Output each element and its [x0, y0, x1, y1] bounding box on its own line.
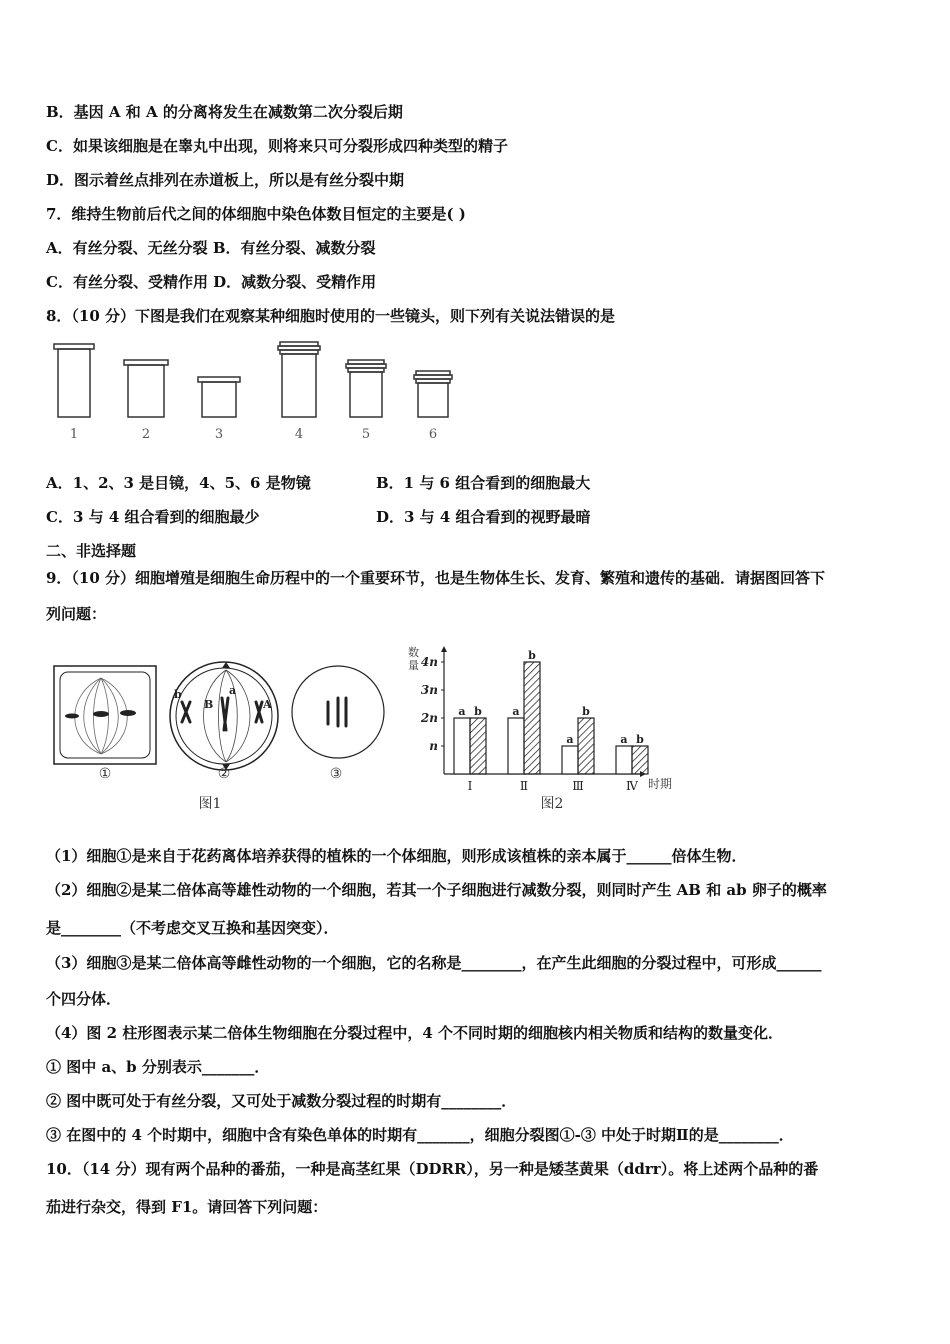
- q9-sub2-line1: （2）细胞②是某二倍体高等雄性动物的一个细胞，若其一个子细胞进行减数分裂，则同时产生 AB 和 ab 卵子的概率: [46, 881, 827, 899]
- bar-label-b: b: [582, 705, 590, 718]
- bar-label-a: a: [620, 733, 628, 746]
- figure-1-caption: 图1: [198, 796, 222, 812]
- q9-sub2-line2: 是________（不考虑交叉互换和基因突变）．: [46, 919, 339, 937]
- y-axis-label-char: 数: [408, 646, 419, 659]
- bar-a-4: [616, 746, 632, 774]
- figure-2-chart: [400, 640, 700, 820]
- q9-sub4: （4）图 2 柱形图表示某二倍体生物细胞在分裂过程中，4 个不同时期的细胞核内相关物质和结构的数量变化．: [46, 1024, 783, 1042]
- q9-sub4-b: ② 图中既可处于有丝分裂，又可处于减数分裂过程的时期有________．: [46, 1092, 517, 1110]
- x-axis-label: 时期: [648, 777, 673, 791]
- y-tick-label: n: [429, 739, 438, 753]
- y-axis-arrow: [441, 646, 447, 652]
- cell-label-1: ①: [98, 766, 112, 782]
- q8-option-d: D．3 与 4 组合看到的视野最暗: [376, 508, 591, 526]
- section-heading: 二、非选择题: [46, 542, 137, 560]
- y-tick-label: 2n: [420, 711, 438, 725]
- bar-label-b: b: [474, 705, 482, 718]
- lens-label-5: 5: [361, 427, 371, 442]
- q9-sub1: （1）细胞①是来自于花药离体培养获得的植株的一个体细胞，则形成该植株的亲本属于______倍体生物．: [46, 847, 747, 865]
- gene-label-b: b: [174, 688, 182, 701]
- y-tick-label: 4n: [420, 655, 438, 669]
- q8-option-a: A．1、2、3 是目镜，4、5、6 是物镜: [46, 474, 311, 492]
- q9-sub3-line2: 个四分体．: [46, 990, 122, 1008]
- gene-label-a: a: [229, 684, 237, 697]
- bar-label-b: b: [636, 733, 644, 746]
- bar-a-3: [562, 746, 578, 774]
- q7-options-ab: A．有丝分裂、无丝分裂 B．有丝分裂、减数分裂: [46, 239, 376, 257]
- q6-option-d: D．图示着丝点排列在赤道板上，所以是有丝分裂中期: [46, 171, 405, 189]
- bar-label-a: a: [458, 705, 466, 718]
- q9-sub4-c: ③ 在图中的 4 个时期中，细胞中含有染色单体的时期有_______，细胞分裂图①-③ 中处于时期Ⅱ的是________．: [46, 1126, 794, 1144]
- x-tick-label: Ⅲ: [572, 779, 584, 793]
- gene-label-A: A: [263, 698, 272, 711]
- q9-sub3-line1: （3）细胞③是某二倍体高等雌性动物的一个细胞，它的名称是________，在产生此细胞的分裂过程中，可形成______: [46, 954, 822, 972]
- x-tick-label: Ⅳ: [626, 779, 638, 793]
- bar-label-a: a: [512, 705, 520, 718]
- bar-b-3: [578, 718, 594, 774]
- bar-label-a: a: [566, 733, 574, 746]
- figure-2-caption: 图2: [540, 796, 564, 812]
- bar-b-4: [632, 746, 648, 774]
- lens-label-4: 4: [294, 427, 304, 442]
- bar-b-2: [524, 662, 540, 774]
- lens-label-6: 6: [428, 427, 438, 442]
- q9-stem-line1: 9．（10 分）细胞增殖是细胞生命历程中的一个重要环节，也是生物体生长、发育、繁殖和遗传的基础．请据图回答下: [46, 569, 826, 587]
- cell-1: [54, 666, 156, 764]
- figure-1-cells: [46, 650, 386, 820]
- q6-option-c: C．如果该细胞是在睾丸中出现，则将来只可分裂形成四种类型的精子: [46, 137, 508, 155]
- lens-label-3: 3: [214, 427, 224, 442]
- x-tick-label: Ⅱ: [519, 779, 529, 793]
- q10-line1: 10．（14 分）现有两个品种的番茄，一种是高茎红果（DDRR），另一种是矮茎黄果（ddrr）。将上述两个品种的番: [46, 1160, 819, 1178]
- bar-a-2: [508, 718, 524, 774]
- q9-stem-line2: 列问题：: [46, 605, 107, 623]
- q10-line2: 茄进行杂交，得到 F1。请回答下列问题：: [46, 1198, 328, 1216]
- cell-label-2: ②: [217, 766, 231, 782]
- q7-stem: 7．维持生物前后代之间的体细胞中染色体数目恒定的主要是( ): [46, 205, 466, 223]
- y-axis-label-char: 量: [408, 659, 419, 672]
- lens-label-1: 1: [69, 427, 79, 442]
- q6-option-b: B．基因 A 和 A 的分离将发生在减数第二次分裂后期: [46, 103, 403, 121]
- x-tick-label: Ⅰ: [467, 779, 473, 793]
- q8-option-b: B．1 与 6 组合看到的细胞最大: [376, 474, 591, 492]
- q8-stem: 8．（10 分）下图是我们在观察某种细胞时使用的一些镜头，则下列有关说法错误的是: [46, 307, 616, 325]
- q8-option-c: C．3 与 4 组合看到的细胞最少: [46, 508, 260, 526]
- cell-2: [170, 662, 278, 770]
- q7-options-cd: C．有丝分裂、受精作用 D．减数分裂、受精作用: [46, 273, 377, 291]
- bar-b-1: [470, 718, 486, 774]
- bar-a-1: [454, 718, 470, 774]
- cell-label-3: ③: [329, 766, 343, 782]
- y-tick-label: 3n: [420, 683, 438, 697]
- bar-label-b: b: [528, 649, 536, 662]
- lens-figure: [46, 338, 466, 448]
- gene-label-B: B: [204, 698, 214, 711]
- lens-label-2: 2: [141, 427, 151, 442]
- cell-3: [292, 666, 384, 758]
- q9-sub4-a: ① 图中 a、b 分别表示_______．: [46, 1058, 270, 1076]
